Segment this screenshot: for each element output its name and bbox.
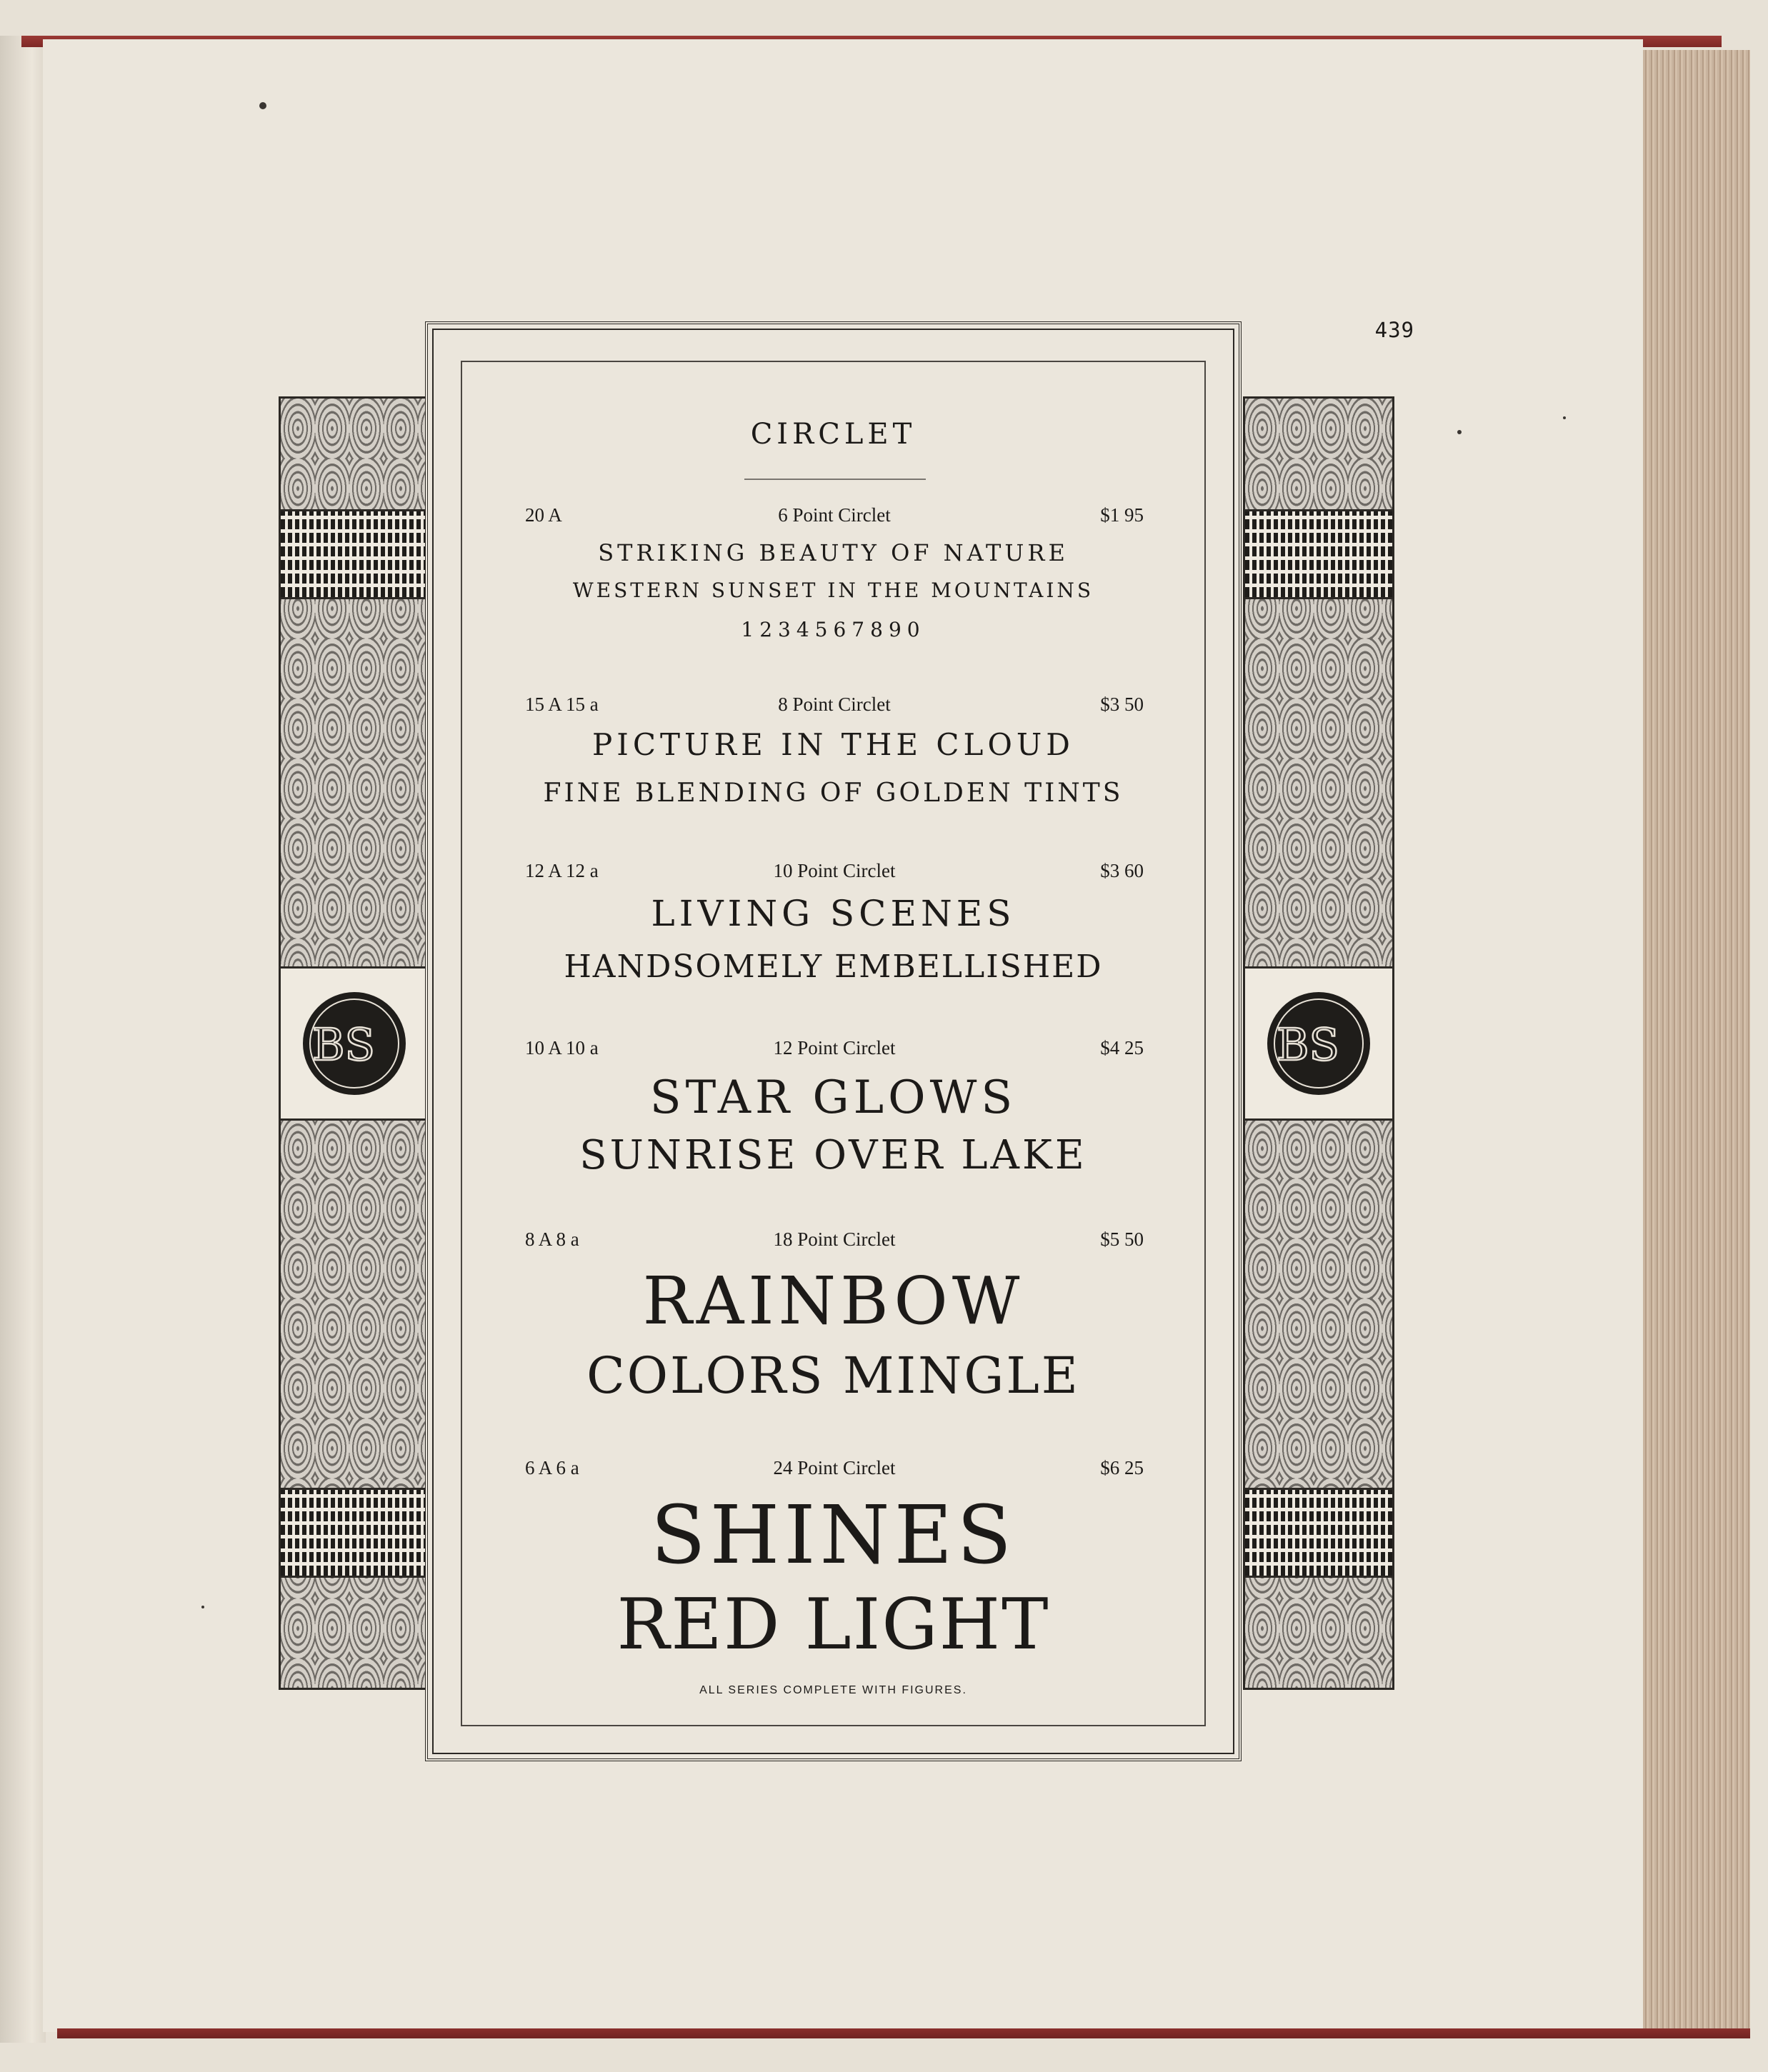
book-cover-bottom	[57, 2028, 1750, 2038]
specimen-line: COLORS MINGLE	[586, 1346, 1080, 1405]
specimen-spec	[525, 694, 1144, 722]
footnote: ALL SERIES COMPLETE WITH FIGURES.	[699, 1684, 967, 1696]
specimen-line: WESTERN SUNSET IN THE MOUNTAINS	[572, 579, 1094, 602]
book-page-stack	[1643, 50, 1750, 2028]
specimen-spec	[525, 1457, 1144, 1486]
specimen-spec	[525, 1228, 1144, 1257]
font-name: 18 Point Circlet	[773, 1228, 896, 1250]
font-quantity: 20 A	[525, 504, 562, 526]
book-left-page-edge	[0, 36, 46, 2043]
specimen-line: FINE BLENDING OF GOLDEN TINTS	[543, 779, 1124, 808]
ornament-band	[1245, 1488, 1392, 1578]
font-quantity: 12 A 12 a	[525, 860, 599, 881]
paper-speck	[1563, 416, 1566, 419]
paper-speck	[1457, 430, 1462, 434]
ornament-panel-right	[1243, 396, 1394, 1690]
ornament-band	[1245, 509, 1392, 599]
paper-speck	[201, 1606, 204, 1608]
specimen-line: RAINBOW	[642, 1263, 1024, 1339]
specimen-spec	[525, 1037, 1144, 1066]
font-quantity: 15 A 15 a	[525, 694, 599, 715]
page-number: 439	[1374, 318, 1414, 342]
ornament-band	[281, 509, 428, 599]
font-name: 12 Point Circlet	[773, 1037, 896, 1058]
specimen-line: SHINES	[650, 1489, 1017, 1582]
specimen-line: 1234567890	[741, 618, 926, 641]
font-name: 24 Point Circlet	[773, 1457, 896, 1478]
ornament-panel-left	[279, 396, 430, 1690]
monogram-text: BS	[311, 1019, 376, 1071]
font-name: 8 Point Circlet	[778, 694, 891, 715]
font-price: $1 95	[1100, 504, 1144, 526]
specimen-spec	[525, 504, 1144, 533]
specimen-line: PICTURE IN THE CLOUD	[592, 727, 1074, 762]
specimen-line: STRIKING BEAUTY OF NATURE	[598, 539, 1069, 566]
font-quantity: 6 A 6 a	[525, 1457, 579, 1478]
font-name: 10 Point Circlet	[773, 860, 896, 881]
specimen-line: SUNRISE OVER LAKE	[579, 1132, 1087, 1178]
font-price: $6 25	[1100, 1457, 1144, 1478]
specimen-spec	[525, 860, 1144, 889]
font-quantity: 8 A 8 a	[525, 1228, 579, 1250]
monogram-text: BS	[1276, 1019, 1340, 1071]
specimen-line: LIVING SCENES	[651, 893, 1016, 934]
medallion-box	[281, 966, 428, 1121]
ornament-band	[281, 1488, 428, 1578]
title-rule	[744, 479, 926, 480]
font-price: $4 25	[1100, 1037, 1144, 1058]
specimen-title: CIRCLET	[750, 418, 917, 451]
specimen-line: RED LIGHT	[616, 1584, 1050, 1666]
bs-monogram-icon	[1265, 990, 1372, 1097]
specimen-line: HANDSOMELY EMBELLISHED	[564, 949, 1103, 985]
font-price: $5 50	[1100, 1228, 1144, 1250]
font-price: $3 50	[1100, 694, 1144, 715]
medallion-box	[1245, 966, 1392, 1121]
paper-speck	[259, 102, 266, 109]
font-quantity: 10 A 10 a	[525, 1037, 599, 1058]
font-name: 6 Point Circlet	[778, 504, 891, 526]
bs-monogram-icon	[301, 990, 408, 1097]
font-price: $3 60	[1100, 860, 1144, 881]
specimen-line: STAR GLOWS	[649, 1071, 1017, 1124]
